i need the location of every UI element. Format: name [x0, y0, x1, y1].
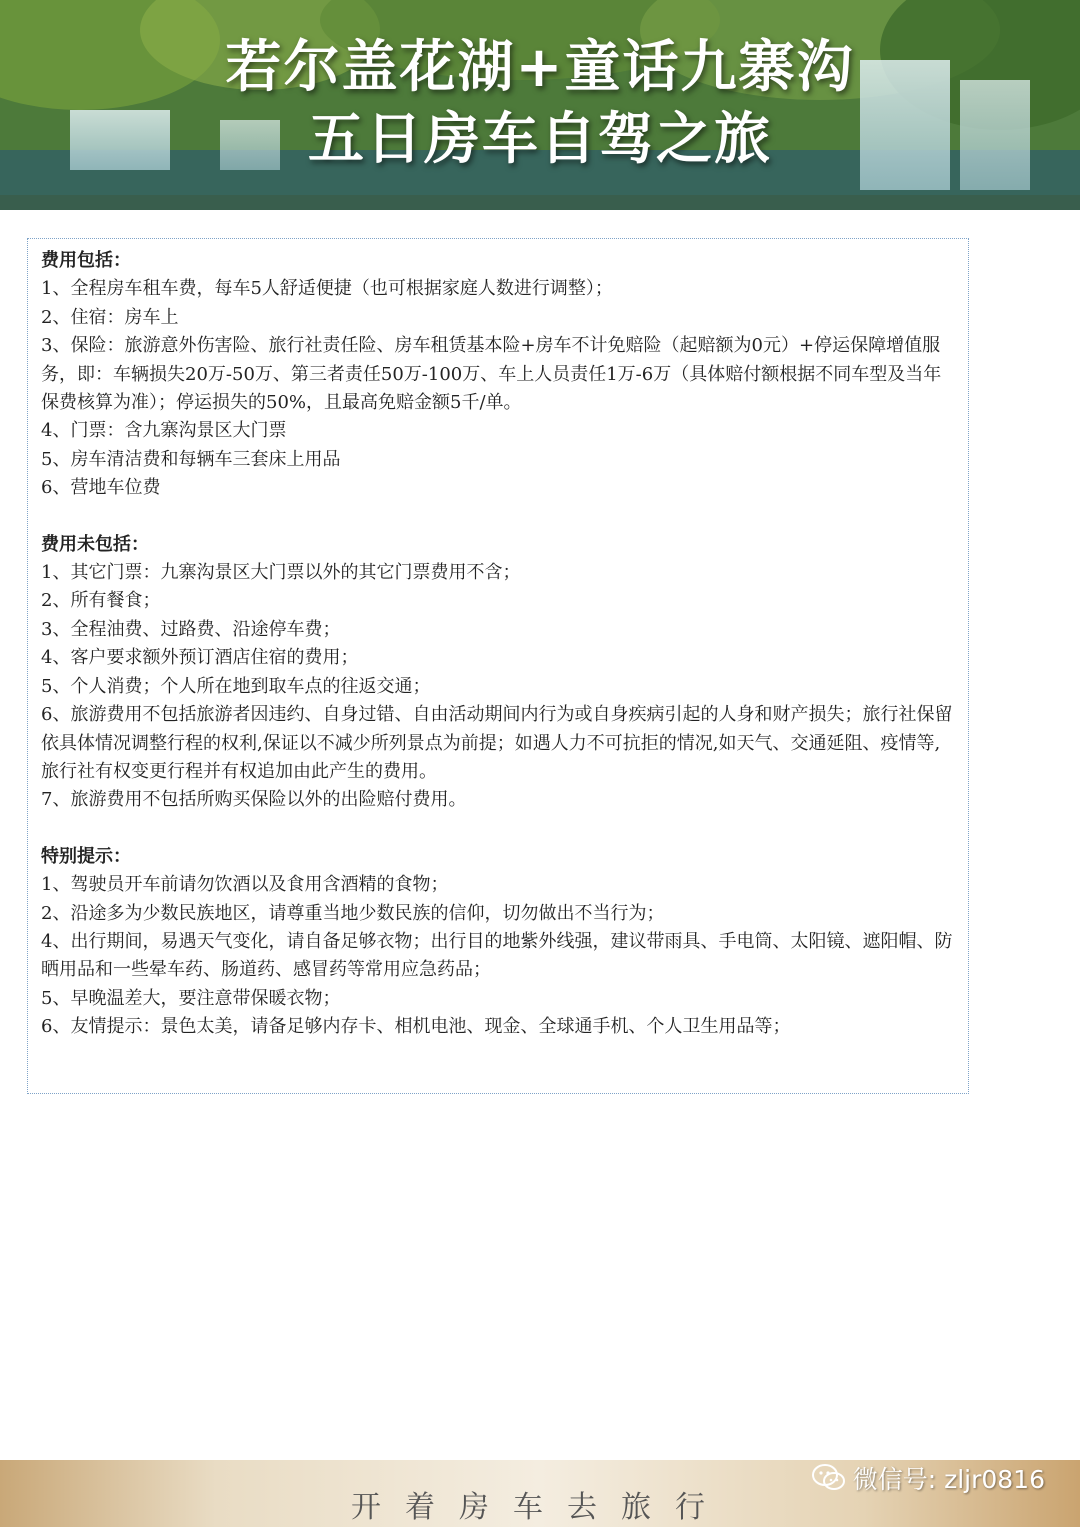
- tips-item: 2、沿途多为少数民族地区，请尊重当地少数民族的信仰，切勿做出不当行为；: [41, 902, 665, 924]
- included-heading: 费用包括：: [41, 250, 131, 271]
- banner-title-line2: 五日房车自驾之旅: [308, 107, 772, 172]
- excluded-item: 6、旅游费用不包括旅游者因违约、自身过错、自由活动期间内行为或自身疾病引起的人身和财产损失；旅行社保留依具体情况调整行程的权利,保证以不减少所列景点为前提；如遇人力不可抗拒的情况,如天气、交通延阻、疫情等,旅行社有权变更行程并有权追加由此产生的费用。: [41, 704, 953, 782]
- excluded-item: 4、客户要求额外预订酒店住宿的费用；: [41, 647, 359, 669]
- excluded-item: 3、全程油费、过路费、沿途停车费；: [41, 618, 341, 640]
- wechat-id-label: 微信号: zljr0816: [852, 1465, 1045, 1494]
- waterfall-forest-image: [0, 0, 1080, 210]
- included-item: 5、房车清洁费和每辆车三套床上用品: [41, 448, 341, 470]
- fee-details-box: [27, 238, 969, 1094]
- excluded-item: 7、旅游费用不包括所购买保险以外的出险赔付费用。: [41, 789, 467, 811]
- footer-slogan: 开着房车去旅行: [351, 1490, 729, 1525]
- excluded-item: 2、所有餐食；: [41, 590, 161, 612]
- excluded-item: 1、其它门票：九寨沟景区大门票以外的其它门票费用不含；: [41, 562, 521, 584]
- included-item: 3、保险：旅游意外伤害险、旅行社责任险、房车租赁基本险+房车不计免赔险（起赔额为0元）+停运保障增值服务，即：车辆损失20万-50万、第三者责任50万-100万、车上人员责任1万-6万（具体赔付额根据不同车型及当年保费核算为准）；停运损失的50%，且最高免赔金额5千/单。: [41, 335, 942, 414]
- excluded-item: 5、个人消费；个人所在地到取车点的往返交通；: [41, 675, 431, 697]
- excluded-heading: 费用未包括：: [41, 533, 149, 555]
- included-item: 6、营地车位费: [41, 477, 161, 499]
- section-spacer: [41, 815, 956, 843]
- tips-item: 5、早晚温差大，要注意带保暖衣物；: [41, 987, 341, 1009]
- included-item: 4、门票：含九寨沟景区大门票: [41, 420, 287, 442]
- wechat-watermark: [811, 1460, 1045, 1496]
- header-banner: [0, 0, 1080, 210]
- banner-title-line1: 若尔盖花湖+童话九寨沟: [225, 35, 855, 100]
- tips-heading: 特别提示：: [41, 845, 131, 867]
- section-spacer: [41, 503, 956, 531]
- tips-item: 1、驾驶员开车前请勿饮酒以及食用含酒精的食物；: [41, 874, 449, 896]
- tips-item: 6、友情提示：景色太美，请备足够内存卡、相机电池、现金、全球通手机、个人卫生用品等；: [41, 1016, 791, 1038]
- wechat-logo-icon: [811, 1463, 847, 1493]
- included-item: 2、住宿：房车上: [41, 306, 179, 328]
- included-item: 1、全程房车租车费，每车5人舒适便捷（也可根据家庭人数进行调整）；: [41, 278, 613, 300]
- tips-item: 4、出行期间，易遇天气变化，请自备足够衣物；出行目的地紫外线强，建议带雨具、手电筒、太阳镜、遮阳帽、防晒用品和一些晕车药、肠道药、感冒药等常用应急药品；: [41, 930, 953, 981]
